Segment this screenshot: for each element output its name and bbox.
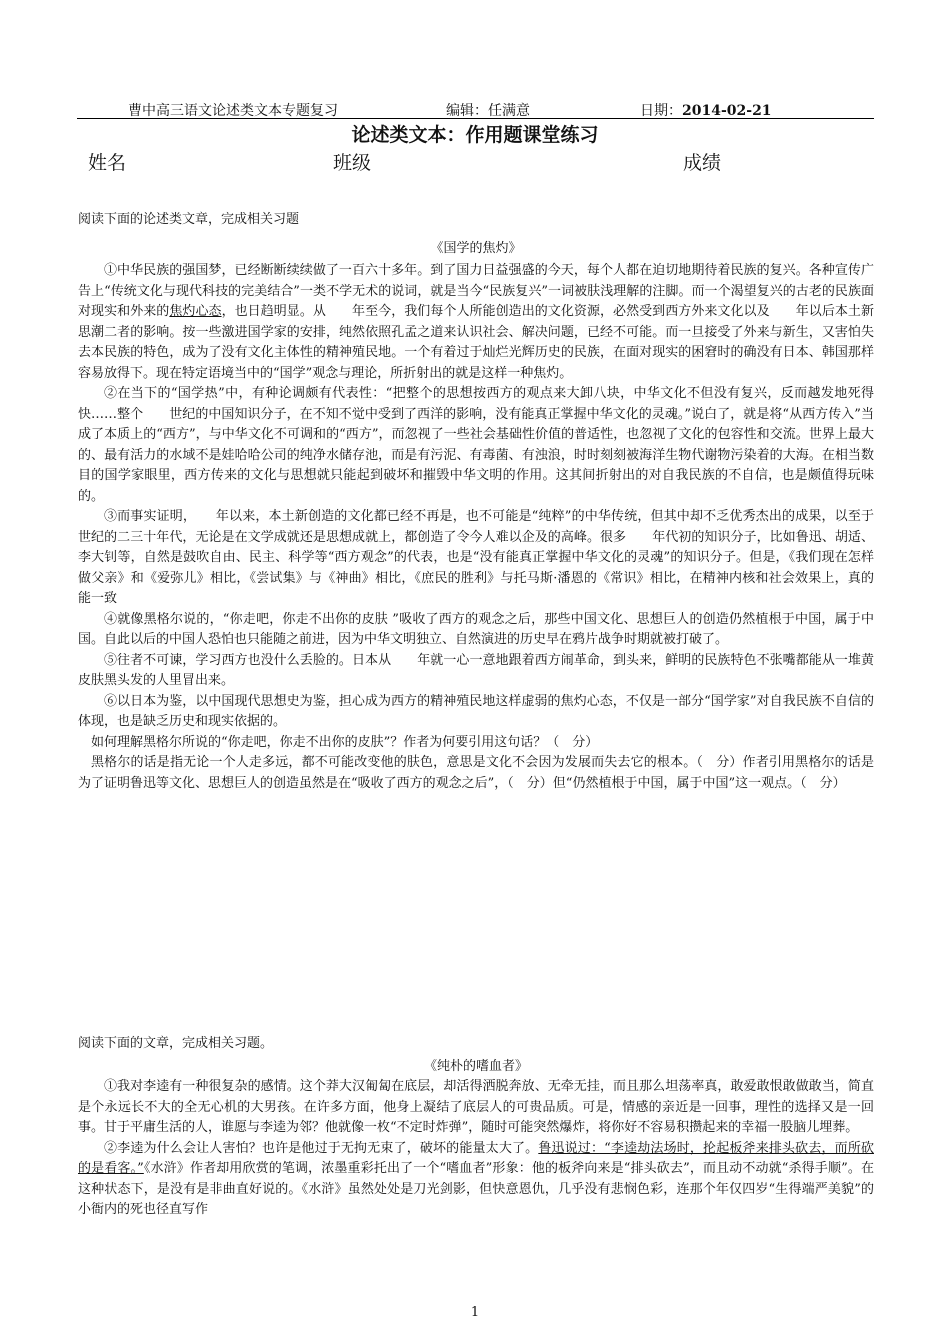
header-rule [77, 118, 874, 119]
section1-paragraph-1 [78, 261, 874, 384]
class-field-label: 班级 [333, 152, 372, 174]
header-date [640, 100, 772, 120]
p2-text-b: 《水浒》作者却用欣赏的笔调，浓墨重彩托出了一个“嗜血者”形象：他的板斧向来是“排头砍去”，而且动不动就“杀得手顺”。在这种状态下，是没有是非曲直好说的。《水浒》虽然处处是刀光剑影，但快意恩仇，几乎没有悲悯色彩，连那个年仅四岁“生得端严美貌”的小衙内的死也径直写作 [78, 1161, 874, 1217]
header-school: 曹中高三语文论述类文本专题复习 [128, 103, 338, 119]
score-field-label: 成绩 [683, 152, 722, 174]
p1-underlined: 焦灼心态 [169, 304, 222, 319]
section1-paragraph-3: ③而事实证明， 年以来，本土新创造的文化都已经不再是，也不可能是“纯粹”的中华传统，但其中却不乏优秀杰出的成果，以至于 世纪的二三十年代，无论是在文学成就还是思想成就上，都创造了令今人难以企及的高峰。很多 年代初的知识分子，比如鲁迅、胡适、李大钊等，自然是鼓吹自由、民主、科学等“西方观念”的代表，也是“没有能真正掌握中华文化的灵魂”的知识分子。但是，《我们现在怎样做父亲》和《爱弥儿》相比，《尝试集》与《神曲》相比，《庶民的胜利》与托马斯·潘恩的《常识》相比，在精神内核和社会效果上，真的能一致 [78, 509, 901, 606]
section1-answer: 黑格尔的话是指无论一个人走多远，都不可能改变他的肤色，意思是文化不会因为发展而失去它的根本。（ 分）作者引用黑格尔的话是为了证明鲁迅等文化、思想巨人的创造虽然是在“吸收了西方的观念之后”，（ 分）但“仍然植根于中国，属于中国”这一观点。（ 分） [78, 755, 874, 791]
date-label: 日期： [640, 103, 682, 119]
name-field-label: 姓名 [88, 152, 127, 174]
page-title: 论述类文本：作用题课堂练习 [351, 124, 599, 146]
p2-text-a: ②李逵为什么会让人害怕？也许是他过于无拘无束了，破坏的能量太大了。 [104, 1140, 539, 1156]
section2-paragraph-2 [78, 1139, 874, 1221]
page-number: 1 [470, 1305, 480, 1320]
section2-article-title: 《纯朴的嗜血者》 [423, 1058, 528, 1074]
header-editor: 编辑：任满意 [446, 103, 530, 119]
p1-text-b: ，也日趋明显。从 年至今，我们每个人所能创造出的文化资源，必然受到西方外来文化以及 年以后本土新思潮二者的影响。按一些激进国学家的安排，纯然依照孔孟之道来认识社会、解决问题，已经不可能。而一旦接受了外来与新生，又害怕失去本民族的特色，成为了没有文化主体性的精神殖民地。一个有着过于灿烂光辉历史的民族，在面对现实的困窘时的确没有日本、韩国那样容易放得下。现在特定语境当中的“国学”观念与理论，所折射出的就是这样一种焦灼。 [78, 304, 874, 381]
section2-instruction: 阅读下面的文章，完成相关习题。 [78, 1036, 274, 1051]
section1-question: 如何理解黑格尔所说的“你走吧，你走不出你的皮肤”？作者为何要引用这句话？（ 分） [91, 734, 599, 750]
p1-text-a: ①中华民族的强国梦，已经断断续续做了一百六十多年。到了国力日益强盛的今天，每个人都在迫切地期待着民族的复兴。各种宣传广告上“传统文化与现代科技的完美结合”一类不学无术的说词，就是当今“民族复兴”一词被肤浅理解的注脚。而一个渴望复兴的古老的民族面对现实和外来的 [78, 263, 874, 319]
section1-paragraph-2: ②在当下的“国学热”中，有种论调颇有代表性：“把整个的思想按西方的观点来大卸八块，中华文化不但没有复兴，反而越发地死得快……整个 世纪的中国知识分子，在不知不觉中受到了西洋的影响，没有能真正掌握中华文化的灵魂。”说白了，就是将“从西方传入”当成了本质上的“西方”，与中华文化不可调和的“西方”，而忽视了一些社会基础性价值的普适性，也忽视了文化的包容性和交流。世界上最大的、最有活力的水域不是娃哈哈公司的纯净水储存池，而是有污泥、有毒菌、有浊浪，时时刻刻被海洋生物代谢物污染着的大海。在相当数目的国学家眼里，西方传来的文化与思想就只能起到破坏和摧毁中华文明的作用。这其间折射出的对自我民族的不自信，也是颇值得玩味的。 [78, 386, 874, 504]
section1-instruction: 阅读下面的论述类文章，完成相关习题 [78, 212, 300, 227]
date-value: 2014-02-21 [682, 103, 772, 119]
p2-underlined-quote: 鲁迅说过：“李逵劫法场时，抡起板斧来排头砍去，而所砍的是看客。” [78, 1140, 874, 1176]
section-2 [78, 1034, 874, 1221]
section-1 [78, 210, 901, 794]
section1-paragraph-4: ④就像黑格尔说的，“你走吧，你走不出你的皮肤 ”吸收了西方的观念之后，那些中国文化、思想巨人的创造仍然植根于中国，属于中国。自此以后的中国人恐怕也只能随之前进，因为中华文明独立、自然演进的历史早在鸦片战争时期就被打破了。 [78, 611, 874, 647]
section1-paragraph-5: ⑤往者不可谏，学习西方也没什么丢脸的。日本从 年就一心一意地跟着西方闹革命，到头来，鲜明的民族特色不张嘴都能从一堆黄皮肤黑头发的人里冒出来。 [78, 652, 874, 688]
section1-article-title: 《国学的焦灼》 [430, 240, 522, 256]
section2-paragraph-1: ①我对李逵有一种很复杂的感情。这个莽大汉匍匐在底层，却活得洒脱奔放、无牵无挂，而且那么坦荡率真，敢爱敢恨敢做敢当，简直是个永远长不大的全无心机的大男孩。在许多方面，他身上凝结了底层人的可贵品质。可是，情感的亲近是一回事，理性的选择又是一回事。甘于平庸生活的人，谁愿与李逵为邻？他就像一枚“不定时炸弹”，随时可能突然爆炸，将你好不容易积攒起来的幸福一股脑儿埋葬。 [78, 1079, 874, 1135]
section1-paragraph-6: ⑥以日本为鉴，以中国现代思想史为鉴，担心成为西方的精神殖民地这样虚弱的焦灼心态，不仅是一部分“国学家”对自我民族不自信的体现，也是缺乏历史和现实依据的。 [78, 693, 874, 729]
